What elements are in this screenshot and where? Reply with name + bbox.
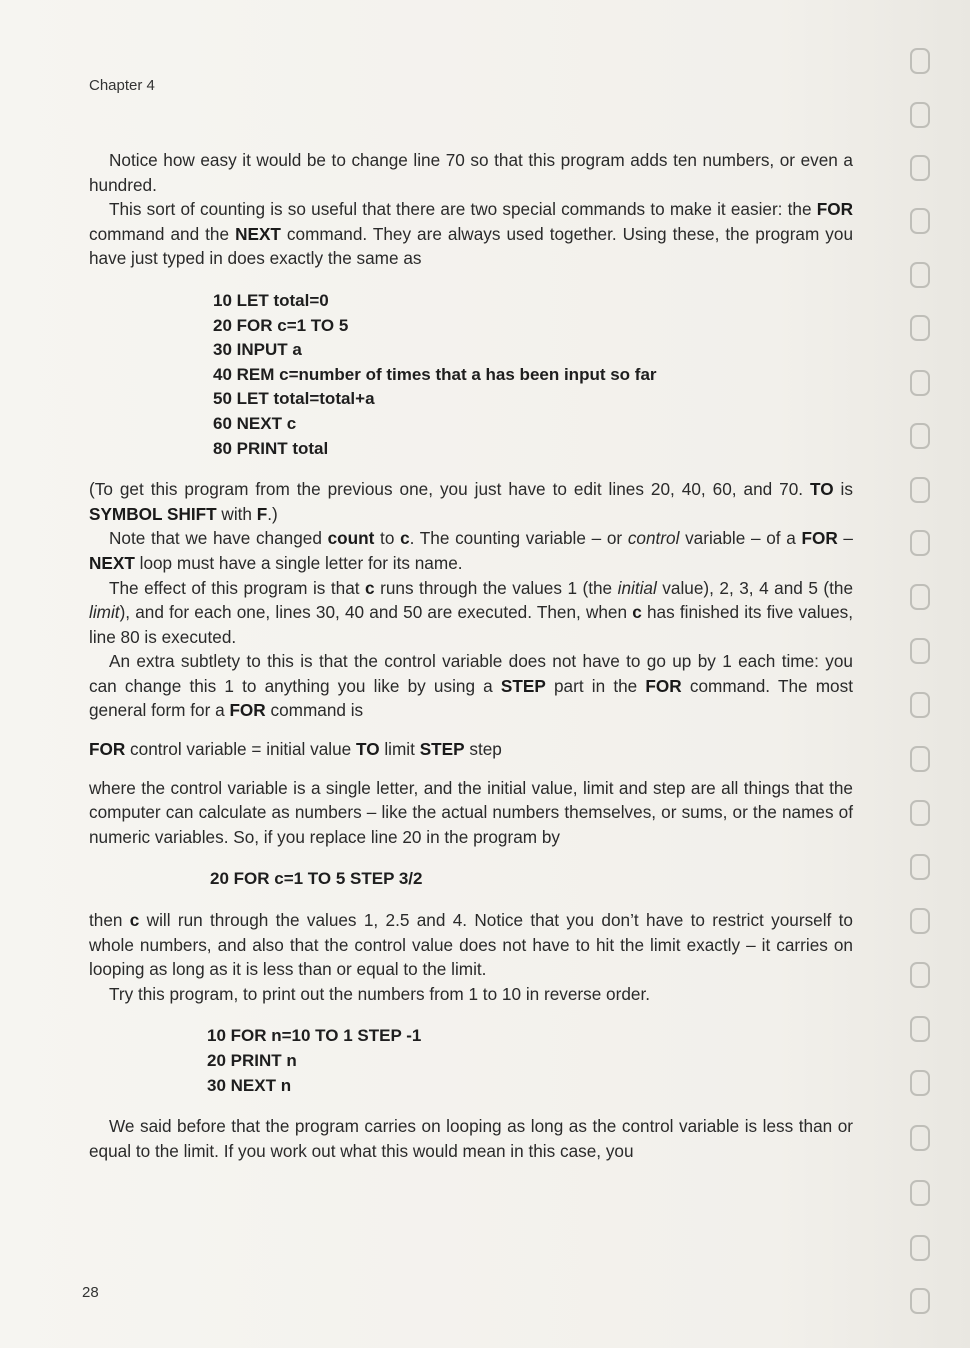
paragraph: An extra subtlety to this is that the control variable does not have to go up by 1 each time: you can change this 1 to anything you like by using a STEP part in the FOR command. The most general form for a FOR command is: [89, 651, 853, 721]
binding-hole: [910, 315, 930, 341]
binding-holes: [900, 40, 950, 1340]
paragraph: Notice how easy it would be to change line 70 so that this program adds ten numbers, or even a hundred.: [89, 150, 853, 195]
binding-hole: [910, 477, 930, 503]
binding-hole: [910, 530, 930, 556]
binding-hole: [910, 692, 930, 718]
paragraph: Note that we have changed count to c. The counting variable – or control variable – of a FOR – NEXT loop must have a single letter for its name.: [89, 528, 853, 573]
code-listing: [89, 289, 853, 461]
paragraph: (To get this program from the previous one, you just have to edit lines 20, 40, 60, and 70. TO is SYMBOL SHIFT with F.): [89, 479, 853, 524]
binding-hole: [910, 584, 930, 610]
binding-hole: [910, 638, 930, 664]
code-line: 50 LET total=total+a: [213, 389, 375, 409]
code-line: 10 LET total=0: [213, 290, 329, 310]
paragraph: The effect of this program is that c runs through the values 1 (the initial value), 2, 3, 4 and 5 (the limit), and for each one, lines 30, 40 and 50 are executed. Then, when c has finished its five values, line 80 is executed.: [89, 577, 853, 647]
code-line: 40 REM c=number of times that a has been input so far: [213, 364, 657, 384]
binding-hole: [910, 800, 930, 826]
code-line: 20 PRINT n: [207, 1051, 297, 1070]
running-header: Chapter 4: [89, 77, 155, 94]
code-listing: [89, 1024, 853, 1098]
binding-hole: [910, 155, 930, 181]
page-number: 28: [82, 1284, 99, 1301]
binding-hole: [910, 1235, 930, 1261]
paragraph: This sort of counting is so useful that there are two special commands to make it easier: the FOR command and the NEXT command. They are always used together. Using these, the program you have just typed in does exactly the same as: [89, 199, 854, 269]
binding-hole: [910, 208, 930, 234]
code-line: 30 NEXT n: [207, 1075, 292, 1095]
binding-hole: [910, 962, 930, 988]
general-form: FOR control variable = initial value TO limit STEP step: [89, 739, 502, 760]
binding-hole: [910, 48, 930, 74]
paragraph: We said before that the program carries on looping as long as the control variable is less than or equal to the limit. If you work out what this would mean in this case, you: [89, 1116, 853, 1161]
binding-hole: [910, 908, 930, 934]
binding-hole: [910, 1180, 930, 1206]
code-line: 10 FOR n=10 TO 1 STEP -1: [207, 1026, 422, 1046]
binding-hole: [910, 262, 930, 288]
paragraph: Try this program, to print out the numbers from 1 to 10 in reverse order.: [109, 983, 651, 1004]
binding-hole: [910, 1125, 930, 1151]
binding-hole: [910, 1288, 930, 1314]
binding-hole: [910, 1016, 930, 1042]
binding-hole: [910, 1070, 930, 1096]
binding-hole: [910, 370, 930, 396]
paragraph: then c will run through the values 1, 2.5 and 4. Notice that you don’t have to restrict yourself to whole numbers, and also that the control value does not have to hit the limit exactly – it carries on looping as long as it is less than or equal to the limit.: [89, 910, 853, 980]
binding-hole: [910, 854, 930, 880]
binding-hole: [910, 423, 930, 449]
code-line: 20 FOR c=1 TO 5 STEP 3/2: [210, 869, 423, 889]
code-line: 80 PRINT total: [213, 438, 329, 458]
code-line: 60 NEXT c: [213, 413, 297, 433]
binding-hole: [910, 102, 930, 128]
paragraph: where the control variable is a single letter, and the initial value, limit and step are all things that the computer can calculate as numbers – like the actual numbers themselves, or sums, or the names of numeric variables. So, if you replace line 20 in the program by: [89, 777, 853, 847]
code-listing: [89, 867, 853, 892]
binding-hole: [910, 746, 930, 772]
code-line: 30 INPUT a: [213, 340, 302, 360]
code-line: 20 FOR c=1 TO 5: [213, 315, 349, 335]
page-body: [89, 148, 853, 1163]
